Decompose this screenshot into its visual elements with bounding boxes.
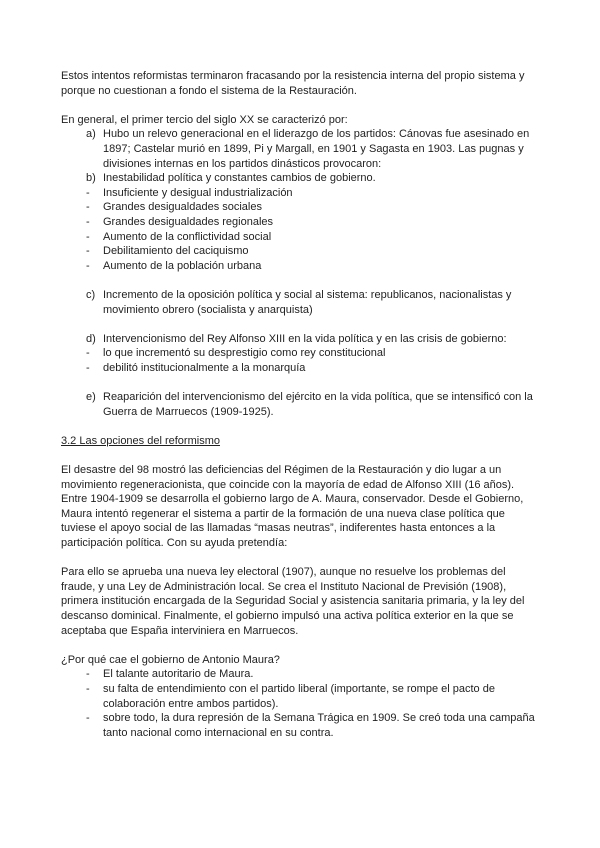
list-item-text: Grandes desigualdades regionales (103, 215, 274, 228)
spacer (61, 419, 541, 434)
list-item-text: Hubo un relevo generacional en el liderazgo de los partidos: Cánovas fue asesinado en 1897; Castelar murió en 1899, Pi y Margall, en 1901 y Sagasta en 1903. Las pugnas y divisiones internas en los partidos dinásticos provocaron: (103, 128, 530, 170)
list-item-text: Debilitamiento del caciquismo (103, 245, 249, 258)
spacer (61, 375, 541, 390)
list-marker: - (86, 215, 90, 228)
list-marker: e) (86, 391, 96, 404)
list-item (61, 200, 541, 215)
section-heading: 3.2 Las opciones del reformismo (61, 434, 220, 447)
general-intro: En general, el primer tercio del siglo XX se caracterizó por: (61, 113, 348, 126)
list-item-text: debilitó institucionalmente a la monarquía (103, 361, 306, 374)
list-marker: - (86, 682, 90, 695)
paragraph-reforms: Para ello se aprueba una nueva ley electoral (1907), aunque no resuelve los problemas del fraude, y una Ley de Administración local. Se crea el Instituto Nacional de Previsión (1908), primera institución encargada de la Seguridad Social y asistencia sanitaria primaria, y la ley del descanso dominical. Finalmente, el gobierno impulsó una activa política exterior en la que se aceptaba que España interviniera en Marruecos. (61, 566, 525, 637)
list-marker: c) (86, 288, 96, 301)
list-item-text: Inestabilidad política y constantes cambios de gobierno. (103, 172, 376, 185)
list-marker: a) (86, 128, 96, 141)
list-item-text: Reaparición del intervencionismo del ejército en la vida política, que se intensificó con la Guerra de Marruecos (1909-1925). (103, 391, 533, 418)
list-item (61, 682, 541, 711)
list-marker: d) (86, 332, 96, 345)
characteristics-list (61, 127, 541, 273)
list-marker: - (86, 245, 90, 258)
list-item-text: lo que incrementó su desprestigio como rey constitucional (103, 347, 386, 360)
list-marker: - (86, 259, 90, 272)
list-item-text: su falta de entendimiento con el partido liberal (importante, se rompe el pacto de colaboración entre ambos partidos). (103, 682, 495, 710)
paragraph-regeneracionismo: El desastre del 98 mostró las deficiencias del Régimen de la Restauración y dio lugar a un movimiento regeneracionista, que coincide con la mayoría de edad de Alfonso XIII (16 años). (61, 464, 515, 491)
spacer (61, 317, 541, 332)
paragraph-maura-government: Entre 1904-1909 se desarrolla el gobierno largo de A. Maura, conservador. Desde el Gobierno, Maura intentó regenerar el sistema a partir de la formación de una nueva clase política que tuviese el apoyo social de las llamadas “masas neutras”, indiferentes hasta entonces a la participación política. Con su ayuda pretendía: (61, 493, 524, 549)
list-marker: b) (86, 172, 96, 185)
list-item (61, 667, 541, 682)
list-marker: - (86, 230, 90, 243)
list-item-c (61, 288, 541, 317)
spacer (61, 273, 541, 288)
list-item (61, 244, 541, 259)
list-marker: - (86, 361, 90, 374)
list-item-text: El talante autoritario de Maura. (103, 668, 254, 681)
list-item (61, 259, 541, 274)
list-item-d (61, 332, 541, 347)
list-item (61, 711, 541, 740)
list-item (61, 361, 541, 376)
list-item-text: Aumento de la población urbana (103, 259, 262, 272)
list-marker: - (86, 668, 90, 681)
list-marker: - (86, 201, 90, 214)
list-marker: - (86, 712, 90, 725)
document-page (61, 69, 541, 740)
reasons-list (61, 667, 541, 740)
list-item-text: Aumento de la conflictividad social (103, 230, 272, 243)
list-item-text: Insuficiente y desigual industrialización (103, 186, 293, 199)
list-item-text: Grandes desigualdades sociales (103, 201, 262, 214)
list-item (61, 127, 541, 171)
list-item-text: Intervencionismo del Rey Alfonso XIII en la vida política y en las crisis de gobierno: (103, 332, 507, 345)
list-item (61, 215, 541, 230)
list-item (61, 346, 541, 361)
list-item (61, 171, 541, 186)
list-marker: - (86, 347, 90, 360)
list-item (61, 186, 541, 201)
question-heading: ¿Por qué cae el gobierno de Antonio Maura? (61, 653, 280, 666)
list-item-text: Incremento de la oposición política y social al sistema: republicanos, nacionalistas y movimiento obrero (socialista y anarquista) (103, 288, 512, 316)
list-item-e (61, 390, 541, 419)
list-item (61, 230, 541, 245)
intro-paragraph: Estos intentos reformistas terminaron fracasando por la resistencia interna del propio sistema y porque no cuestionan a fondo el sistema de la Restauración. (61, 70, 525, 97)
list-item-text: sobre todo, la dura represión de la Semana Trágica en 1909. Se creó toda una campaña tanto nacional como internacional en su contra. (103, 712, 535, 739)
list-marker: - (86, 186, 90, 199)
